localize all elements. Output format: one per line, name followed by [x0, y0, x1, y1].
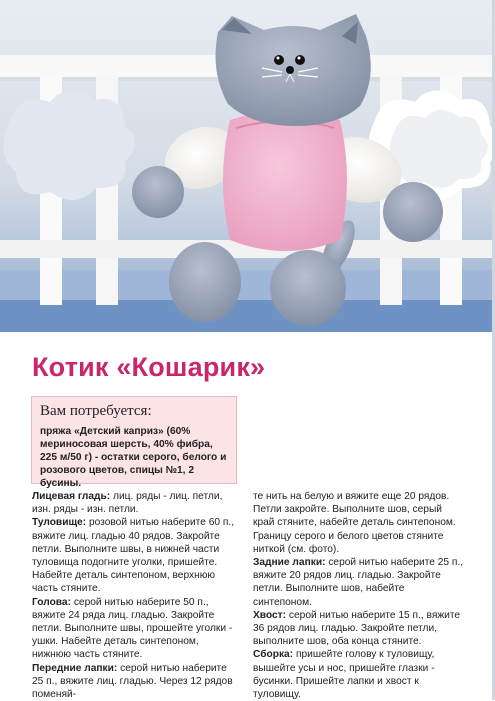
instructions-right-column — [253, 490, 465, 701]
section-text: серой нитью наберите 50 п., вяжите 24 ряда лиц. гладью. Закройте петли. Выполните швы, прошейте уголки - ушки. Набейте деталь синтепоном, нижнюю часть стяните. — [32, 596, 233, 661]
section-label: Голова: — [32, 596, 71, 608]
section-label: Задние лапки: — [253, 557, 326, 569]
section-text: серой нитью наберите 25 п., вяжите 20 рядов лиц. гладью. Закройте петли. Выполните шов, набейте синтепоном. — [253, 557, 464, 608]
section-text: пришейте голову к туловищу, вышейте усы и нос, пришейте глазки - бусинки. Пришейте лапки и хвост к туловищу. — [253, 649, 435, 701]
toy-photo — [0, 0, 495, 332]
section-text: лиц. ряды - лиц. петли, изн. ряды - изн. петли. — [32, 491, 223, 516]
section-label: Передние лапки: — [32, 662, 118, 674]
section-text: те нить на белую и вяжите еще 20 рядов. Петли закройте. Выполните шов, серый край стяните, набейте деталь синтепоном. Границу серого и белого цветов стяните ниткой (см. фото). — [253, 491, 456, 555]
page-title: Котик «Кошарик» — [32, 352, 266, 382]
instruction-paragraph — [253, 490, 465, 556]
instruction-paragraph — [32, 516, 240, 595]
instructions-left-column — [32, 490, 240, 701]
section-label: Туловище: — [32, 517, 87, 529]
instruction-paragraph — [32, 662, 240, 701]
section-label: Хвост: — [253, 609, 287, 621]
section-text: серой нитью наберите 15 п., вяжите 36 рядов лиц. гладью. Закройте петли, выполните шов, оба конца стяните. — [253, 609, 461, 648]
section-label: Сборка: — [253, 649, 294, 661]
materials-text: пряжа «Детский каприз» (60% мериносовая шерсть, 40% фибра, 225 м/50 г) - остатки серого, белого и розового цветов, спицы №1, 2 бусины. — [40, 426, 227, 489]
section-text: розовой нитью наберите 60 п., вяжите лиц. гладью 40 рядов. Закройте петли. Выполните швы, в нижней части туловища подогните уголки, пришейте. Набейте деталь синтепоном, верхнюю часть стяните. — [32, 517, 235, 595]
instruction-paragraph — [253, 609, 465, 649]
materials-heading: Вам потребуется: — [40, 403, 152, 419]
materials-box — [31, 396, 237, 489]
section-text: серой нитью наберите 25 п., вяжите лиц. гладью. Через 12 рядов поменяй- — [32, 662, 233, 701]
section-label: Лицевая гладь: — [32, 491, 111, 502]
instruction-paragraph — [32, 596, 240, 662]
instruction-paragraph — [253, 648, 465, 701]
instruction-paragraph — [253, 556, 465, 609]
instruction-paragraph — [32, 490, 240, 516]
